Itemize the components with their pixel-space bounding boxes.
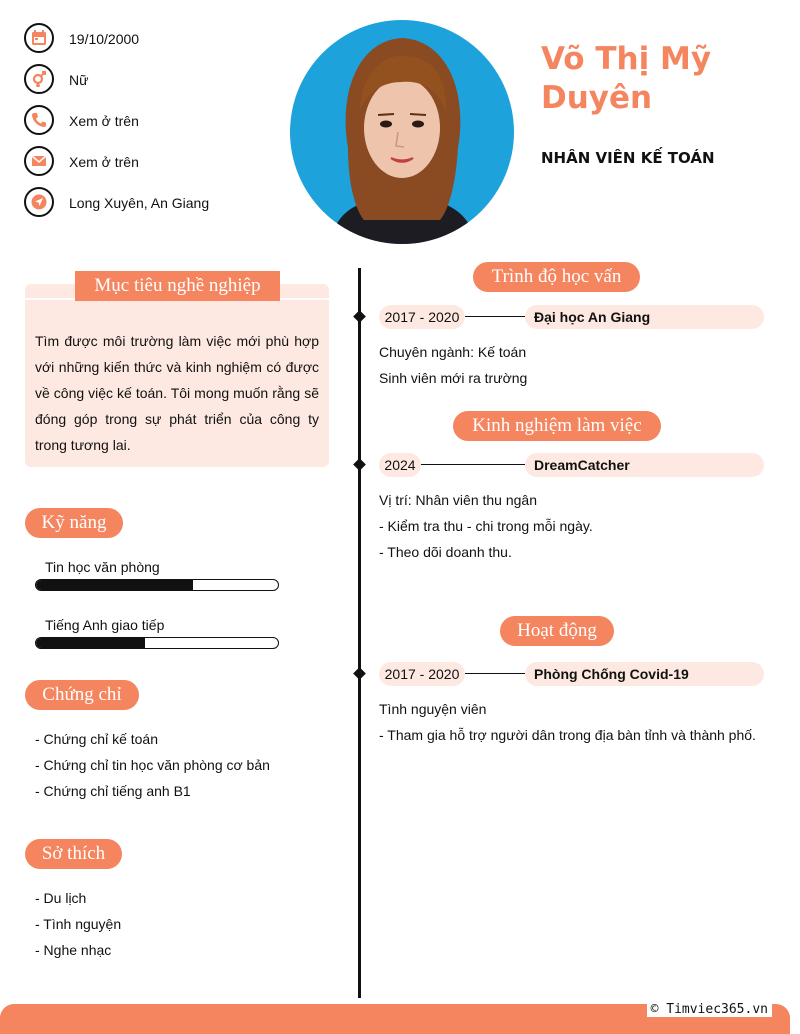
activities-date: 2017 - 2020 bbox=[379, 662, 465, 686]
activities-org: Phòng Chống Covid-19 bbox=[525, 662, 764, 686]
experience-heading: Kinh nghiệm làm việc bbox=[453, 411, 661, 441]
education-line: Chuyên ngành: Kế toán bbox=[379, 344, 527, 360]
activities-line: - Tham gia hỗ trợ người dân trong địa bàn tỉnh và thành phố. bbox=[379, 727, 756, 743]
gender-text: Nữ bbox=[69, 72, 89, 88]
education-line: Sinh viên mới ra trường bbox=[379, 370, 528, 386]
skill-name-2: Tiếng Anh giao tiếp bbox=[45, 617, 165, 633]
address-text: Long Xuyên, An Giang bbox=[69, 195, 210, 211]
skill-bar-1 bbox=[35, 579, 279, 591]
career-goal-heading: Mục tiêu nghề nghiệp bbox=[75, 271, 280, 301]
certificate-item: - Chứng chỉ tin học văn phòng cơ bản bbox=[35, 757, 270, 773]
skill-name-1: Tin học văn phòng bbox=[45, 559, 160, 575]
timeline-line bbox=[358, 268, 361, 998]
activities-heading: Hoạt động bbox=[500, 616, 614, 646]
footer-watermark: © Timviec365.vn bbox=[647, 1002, 772, 1017]
experience-company: DreamCatcher bbox=[525, 453, 764, 477]
experience-entry-bar bbox=[379, 453, 764, 477]
name-line-1: Võ Thị Mỹ bbox=[541, 41, 712, 77]
calendar-icon bbox=[24, 23, 54, 53]
education-school: Đại học An Giang bbox=[525, 305, 764, 329]
skill-bar-fill-2 bbox=[36, 638, 145, 648]
timeline-marker bbox=[353, 310, 366, 323]
hobby-item: - Du lịch bbox=[35, 890, 87, 906]
entry-connector bbox=[465, 316, 525, 317]
gender-icon bbox=[24, 64, 54, 94]
name-line-2: Duyên bbox=[541, 80, 653, 116]
education-date: 2017 - 2020 bbox=[379, 305, 465, 329]
experience-line: Vị trí: Nhân viên thu ngân bbox=[379, 492, 537, 508]
entry-connector bbox=[465, 673, 525, 674]
education-entry-bar bbox=[379, 305, 764, 329]
hobby-item: - Nghe nhạc bbox=[35, 942, 112, 958]
experience-line: - Kiểm tra thu - chi trong mỗi ngày. bbox=[379, 518, 593, 534]
job-title: NHÂN VIÊN KẾ TOÁN bbox=[541, 149, 715, 167]
activities-entry-bar bbox=[379, 662, 764, 686]
timeline-marker bbox=[353, 667, 366, 680]
certificate-item: - Chứng chỉ kế toán bbox=[35, 731, 158, 747]
hobbies-heading: Sở thích bbox=[25, 839, 122, 869]
location-icon bbox=[24, 187, 54, 217]
birthday-text: 19/10/2000 bbox=[69, 31, 140, 47]
activities-line: Tình nguyện viên bbox=[379, 701, 487, 717]
phone-icon bbox=[24, 105, 54, 135]
certificate-item: - Chứng chỉ tiếng anh B1 bbox=[35, 783, 191, 799]
email-icon bbox=[24, 146, 54, 176]
timeline-marker bbox=[353, 458, 366, 471]
education-heading: Trình độ học vấn bbox=[473, 262, 640, 292]
career-goal-text: Tìm được môi trường làm việc mới phù hợp với những kiến thức và kinh nghiệm có được về công việc kế toán. Tôi mong muốn rằng sẽ đóng góp trong sự phát triển của công ty trong tương lai. bbox=[35, 333, 319, 453]
phone-text: Xem ở trên bbox=[69, 113, 139, 129]
experience-date: 2024 bbox=[379, 453, 421, 477]
entry-connector bbox=[421, 464, 525, 465]
skill-bar-fill-1 bbox=[36, 580, 193, 590]
hobby-item: - Tình nguyện bbox=[35, 916, 122, 932]
profile-photo bbox=[290, 20, 514, 244]
candidate-name bbox=[541, 40, 781, 118]
certificates-heading: Chứng chỉ bbox=[25, 680, 139, 710]
skill-bar-2 bbox=[35, 637, 279, 649]
email-text: Xem ở trên bbox=[69, 154, 139, 170]
experience-line: - Theo dõi doanh thu. bbox=[379, 544, 512, 560]
skills-heading: Kỹ năng bbox=[25, 508, 123, 538]
